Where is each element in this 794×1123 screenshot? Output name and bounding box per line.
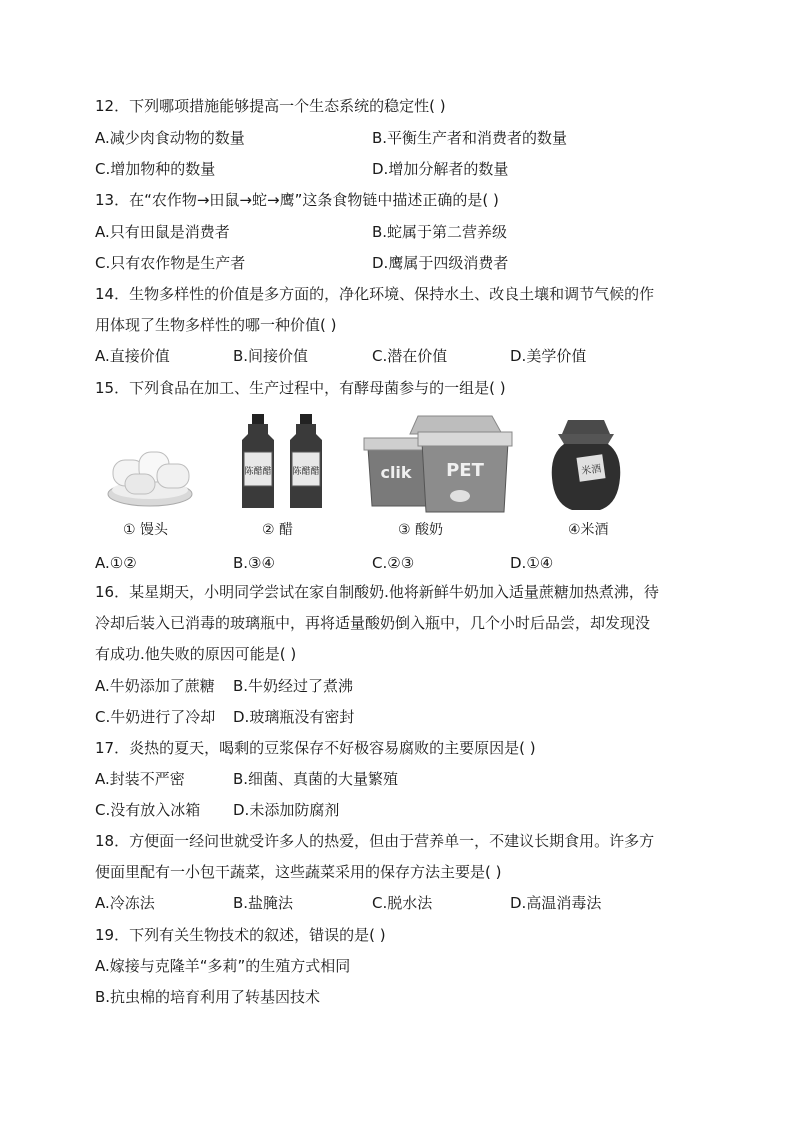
question-12-option-a: A.减少肉食动物的数量 bbox=[95, 129, 245, 147]
question-15-option-b: B.③④ bbox=[233, 554, 275, 572]
question-17-stem: 17．炎热的夏天，喝剩的豆浆保存不好极容易腐败的主要原因是( ) bbox=[95, 739, 536, 757]
steamed-bun-image bbox=[105, 430, 195, 510]
question-16-option-d: D.玻璃瓶没有密封 bbox=[233, 708, 355, 726]
question-16-stem-line-3: 有成功.他失败的原因可能是( ) bbox=[95, 645, 297, 663]
question-14-option-c: C.潜在价值 bbox=[372, 347, 448, 365]
question-12-option-d: D.增加分解者的数量 bbox=[372, 160, 509, 178]
question-13-option-a: A.只有田鼠是消费者 bbox=[95, 223, 230, 241]
question-16-stem-line-1: 16．某星期天，小明同学尝试在家自制酸奶.他将新鲜牛奶加入适量蔗糖加热煮沸，待 bbox=[95, 583, 659, 601]
vinegar-label-right: 陈醋醋 bbox=[292, 467, 320, 477]
question-16-stem-line-2: 冷却后装入已消毒的玻璃瓶中，再将适量酸奶倒入瓶中，几个小时后品尝，却发现没 bbox=[95, 614, 651, 632]
question-13-stem: 13．在“农作物→田鼠→蛇→鹰”这条食物链中描述正确的是( ) bbox=[95, 191, 499, 209]
vinegar-bottles-image bbox=[238, 412, 333, 512]
caption-rice-wine: ④米酒 bbox=[568, 522, 609, 538]
question-13-option-d: D.鹰属于四级消费者 bbox=[372, 254, 509, 272]
question-12-option-c: C.增加物种的数量 bbox=[95, 160, 216, 178]
question-18-option-d: D.高温消毒法 bbox=[510, 894, 602, 912]
question-16-option-c: C.牛奶进行了冷却 bbox=[95, 708, 216, 726]
question-17-option-a: A.封装不严密 bbox=[95, 770, 185, 788]
question-18-option-b: B.盐腌法 bbox=[233, 894, 294, 912]
question-18-stem-line-2: 便面里配有一小包干蔬菜，这些蔬菜采用的保存方法主要是( ) bbox=[95, 863, 502, 881]
caption-vinegar: ② 醋 bbox=[262, 522, 294, 538]
caption-yogurt: ③ 酸奶 bbox=[398, 522, 444, 538]
question-18-stem-line-1: 18．方便面一经问世就受许多人的热爱，但由于营养单一，不建议长期食用。许多方 bbox=[95, 832, 655, 850]
question-14-option-b: B.间接价值 bbox=[233, 347, 309, 365]
question-18-option-c: C.脱水法 bbox=[372, 894, 433, 912]
jar-label: 米酒 bbox=[580, 463, 603, 478]
vinegar-label-left: 陈醋醋 bbox=[244, 467, 272, 477]
question-12-option-b: B.平衡生产者和消费者的数量 bbox=[372, 129, 568, 147]
question-19-option-b: B.抗虫棉的培育利用了转基因技术 bbox=[95, 988, 321, 1006]
question-17-option-c: C.没有放入冰箱 bbox=[95, 801, 201, 819]
question-16-option-b: B.牛奶经过了煮沸 bbox=[233, 677, 354, 695]
question-17-option-b: B.细菌、真菌的大量繁殖 bbox=[233, 770, 399, 788]
question-14-option-d: D.美学价值 bbox=[510, 347, 587, 365]
question-13-option-c: C.只有农作物是生产者 bbox=[95, 254, 246, 272]
question-14-stem-line-2: 用体现了生物多样性的哪一种价值( ) bbox=[95, 316, 337, 334]
question-15-option-a: A.①② bbox=[95, 554, 137, 572]
question-15-option-d: D.①④ bbox=[510, 554, 554, 572]
question-17-option-d: D.未添加防腐剂 bbox=[233, 801, 340, 819]
rice-wine-jar-image bbox=[548, 416, 624, 512]
question-19-option-a: A.嫁接与克隆羊“多莉”的生殖方式相同 bbox=[95, 957, 351, 975]
question-15-stem: 15．下列食品在加工、生产过程中，有酵母菌参与的一组是( ) bbox=[95, 379, 506, 397]
question-15-option-c: C.②③ bbox=[372, 554, 415, 572]
question-14-option-a: A.直接价值 bbox=[95, 347, 170, 365]
question-13-option-b: B.蛇属于第二营养级 bbox=[372, 223, 508, 241]
question-18-option-a: A.冷冻法 bbox=[95, 894, 155, 912]
yogurt-label-clik: clik bbox=[380, 463, 412, 482]
question-12-stem: 12．下列哪项措施能够提高一个生态系统的稳定性( ) bbox=[95, 97, 446, 115]
yogurt-cups-image bbox=[360, 412, 520, 520]
question-19-stem: 19．下列有关生物技术的叙述，错误的是( ) bbox=[95, 926, 386, 944]
yogurt-label-pet: PET bbox=[446, 460, 484, 481]
question-14-stem-line-1: 14．生物多样性的价值是多方面的，净化环境、保持水土、改良土壤和调节气候的作 bbox=[95, 285, 655, 303]
caption-steamed-bun: ① 馒头 bbox=[123, 522, 169, 538]
question-16-option-a: A.牛奶添加了蔗糖 bbox=[95, 677, 215, 695]
